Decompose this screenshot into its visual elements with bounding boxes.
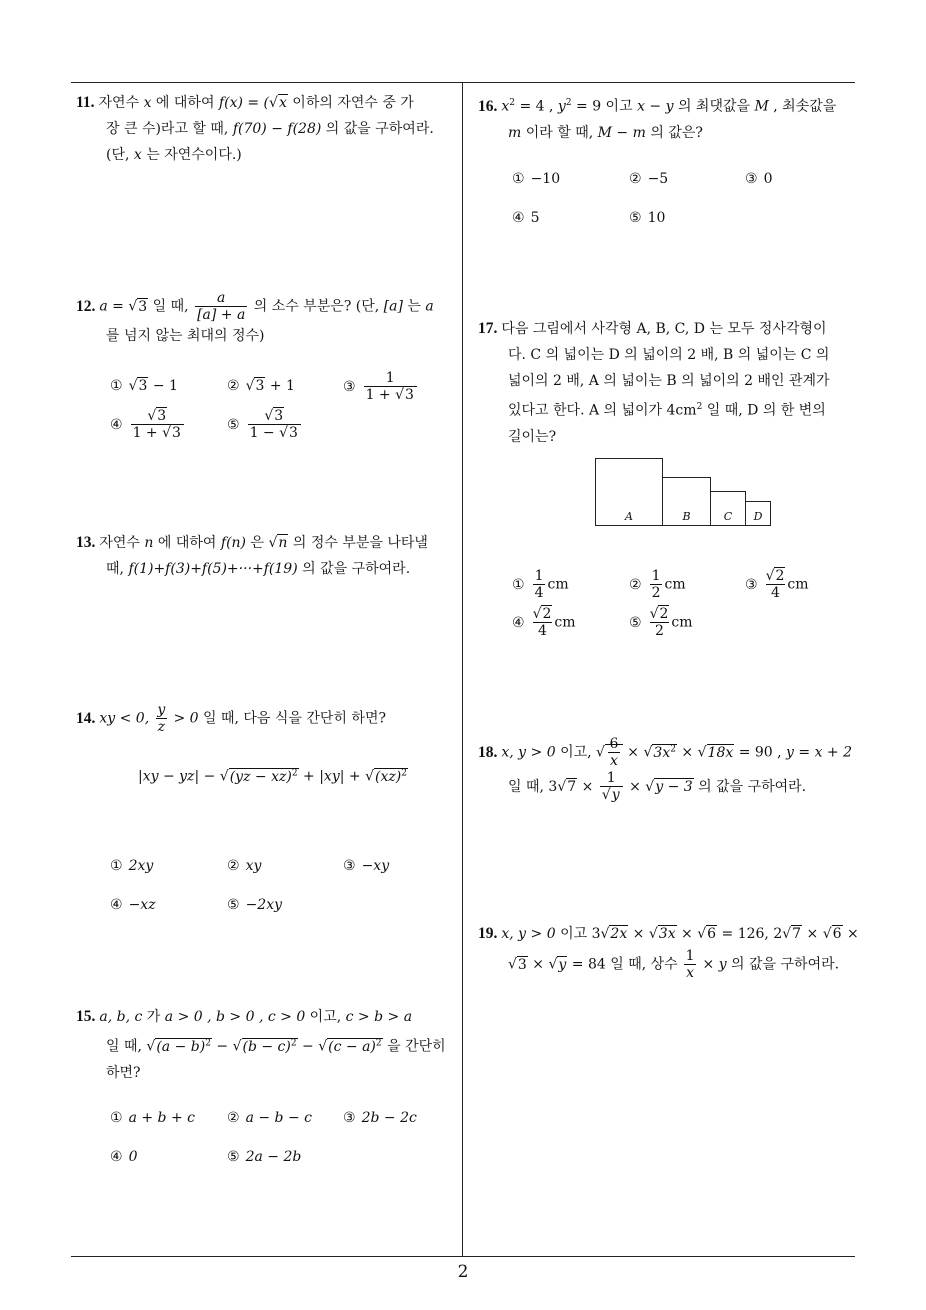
question-number: 14. [76,709,96,727]
choice-1[interactable]: ① a + b + c [110,1110,195,1126]
question-11: 11. 자연수 x 에 대하여 f(x) = (√x 이하의 자연수 중 가 장 큰 수)라고 할 때, f(70) − f(28) 의 값을 구하여라. (단, x 는 자연수이다.) [76,94,434,163]
question-19: 19. x, y > 0 이고 3√2x × √3x × √6 = 126, 2√7 × √6 × √3 × √y = 84 일 때, 상수 $\frac{1}{x}$ × y 의 값을 구하여라. [478,925,859,981]
choice-3[interactable]: ③ $\frac{1}{1 + √3}$ [343,370,419,403]
choice-1[interactable]: ① √3 − 1 [110,378,178,394]
choice-5[interactable]: ⑤ 10 [629,210,666,226]
squares-figure [595,458,775,528]
question-12: 12. a = √3 일 때, $\frac{a}{[a] + a}$ 의 소수 부분은? (단, [a] 는 a 를 넘지 않는 최대의 정수) [76,290,434,344]
choice-2[interactable]: ② $\frac{1}{2}$ cm [629,568,686,601]
column-divider [462,83,463,1257]
sqrt-symbol: √x [269,95,287,111]
choice-4[interactable]: ④ −xz [110,897,156,913]
question-number: 13. [76,534,96,551]
square-a: A [595,458,663,526]
choice-3[interactable]: ③ $\frac{√2}{4}$ cm [745,568,809,601]
square-b: B [662,477,711,526]
q14-expression: |xy − yz| − √(yz − xz)$^2$ + |xy| + √(xz)$^2$ [138,768,407,785]
choice-5[interactable]: ⑤ −2xy [227,897,283,913]
question-number: 16. [478,97,498,115]
question-18: 18. x, y > 0 이고, √ $\frac{6}{x}$ × $√3x^2 \times √18x = 90$ , y = x + 2 일 때, 3√7 × $\frac{1}{√y}$ × √y − 3 의 값을 구하여라. [478,736,853,804]
question-number: 15. [76,1008,96,1025]
choice-2[interactable]: ② √3 + 1 [227,378,295,394]
question-17: 17. 다음 그림에서 사각형 A, B, C, D 는 모두 정사각형이 다. C 의 넓이는 D 의 넓이의 2 배, B 의 넓이는 C 의 넓이의 2 배, A 의 넓이는 B 의 넓이의 2 배인 관계가 있다고 한다. A 의 넓이가 $4cm^2$ 일 때, D 의 한 변의 길이는? [478,320,830,445]
square-c: C [710,491,746,526]
choice-4[interactable]: ④ 5 [512,210,540,226]
top-rule [71,82,855,83]
question-number: 11. [76,94,95,111]
question-13: 13. 자연수 n 에 대하여 f(n) 은 √n 의 정수 부분을 나타낼 때, f(1)+f(3)+f(5)+···+f(19) 의 값을 구하여라. [76,534,428,577]
bottom-rule [71,1256,855,1257]
choice-2[interactable]: ② a − b − c [227,1110,312,1126]
square-d: D [745,501,771,526]
choice-3[interactable]: ③ 0 [745,171,773,187]
choice-4[interactable]: ④ $\frac{√2}{4}$ cm [512,606,576,639]
choice-5[interactable]: ⑤ 2a − 2b [227,1149,302,1165]
question-number: 12. [76,297,96,315]
choice-4[interactable]: ④ $\frac{√3}{1 + √3}$ [110,408,186,441]
choice-1[interactable]: ① $\frac{1}{4}$ cm [512,568,569,601]
question-number: 19. [478,925,498,942]
question-number: 18. [478,743,498,761]
question-15: 15. a, b, c 가 a > 0 , b > 0 , c > 0 이고, c > b > a 일 때, $√(a - b)^2 - √(b - c)^2 - √(c - a)^2$ 을 간단히 하면? [76,1008,446,1081]
choice-4[interactable]: ④ 0 [110,1149,138,1165]
choice-2[interactable]: ② xy [227,858,262,874]
choice-2[interactable]: ② −5 [629,171,669,187]
fraction: $\frac{a}{[a] + a}$ [197,290,246,323]
choice-3[interactable]: ③ 2b − 2c [343,1110,417,1126]
page-number: 2 [457,1262,469,1282]
choice-1[interactable]: ① 2xy [110,858,154,874]
choice-5[interactable]: ⑤ $\frac{√3}{1 - √3}$ [227,408,303,441]
choice-5[interactable]: ⑤ $\frac{√2}{2}$ cm [629,606,693,639]
choice-1[interactable]: ① −10 [512,171,561,187]
question-14: 14. xy < 0, $\frac{y}{z}$ > 0 일 때, 다음 식을 간단히 하면? [76,702,386,735]
question-16: 16. $x^2 = 4$ , $y^2 = 9$ 이고 x − y 의 최댓값을 M , 최솟값을 m 이라 할 때, M − m 의 값은? [478,97,837,141]
choice-3[interactable]: ③ −xy [343,858,390,874]
question-number: 17. [478,320,498,337]
